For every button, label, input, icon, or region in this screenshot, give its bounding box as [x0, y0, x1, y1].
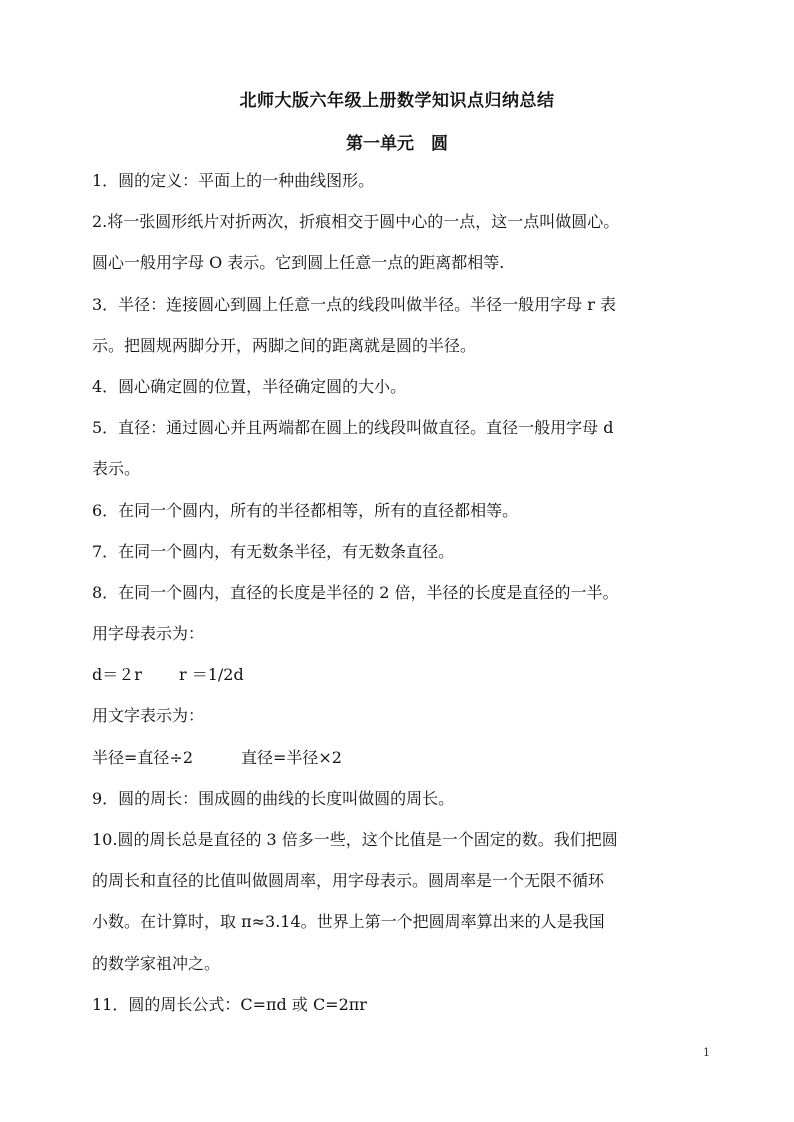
text-line: 示。把圆规两脚分开，两脚之间的距离就是圆的半径。 — [92, 335, 477, 355]
page-number: 1 — [703, 1046, 710, 1059]
text-line: 2.将一张圆形纸片对折两次，折痕相交于圆中心的一点，这一点叫做圆心。 — [92, 212, 620, 232]
text-line: 4．圆心确定圆的位置，半径确定圆的大小。 — [92, 376, 407, 396]
text-line: 的周长和直径的比值叫做圆周率，用字母表示。圆周率是一个无限不循环 — [92, 871, 605, 891]
text-line: 的数学家祖冲之。 — [92, 953, 221, 973]
unit-title: 第一单元 圆 — [346, 134, 448, 154]
text-line: 用字母表示为： — [92, 624, 205, 644]
text-line: 用文字表示为： — [92, 706, 205, 726]
text-line: 圆心一般用字母 O 表示。它到圆上任意一点的距离都相等. — [92, 253, 505, 273]
text-line: 6．在同一个圆内，所有的半径都相等，所有的直径都相等。 — [92, 500, 519, 520]
formula-line: d＝２r r ＝1/2d — [92, 665, 244, 685]
document-title: 北师大版六年级上册数学知识点归纳总结 — [239, 91, 555, 111]
text-line: 表示。 — [92, 459, 141, 479]
text-line: 10.圆的周长总是直径的 3 倍多一些，这个比值是一个固定的数。我们把圆 — [92, 830, 618, 849]
text-line: 9．圆的周长：围成圆的曲线的长度叫做圆的周长。 — [92, 788, 455, 808]
text-line: 1．圆的定义：平面上的一种曲线图形。 — [92, 171, 375, 190]
text-line: 小数。在计算时，取 π≈3.14。世界上第一个把圆周率算出来的人是我国 — [92, 912, 605, 932]
formula-line: 11．圆的周长公式：C=πd 或 C=2πr — [92, 994, 367, 1014]
text-line: 7．在同一个圆内，有无数条半径，有无数条直径。 — [92, 541, 455, 561]
text-line: 8．在同一个圆内，直径的长度是半径的 2 倍，半径的长度是直径的一半。 — [92, 582, 619, 602]
text-line: 3．半径：连接圆心到圆上任意一点的线段叫做半径。半径一般用字母 r 表 — [92, 294, 617, 314]
document-body — [92, 160, 712, 1025]
formula-line: 半径=直径÷2 直径=半径×2 — [92, 747, 342, 767]
text-line: 5．直径：通过圆心并且两端都在圆上的线段叫做直径。直径一般用字母 d — [92, 418, 614, 438]
